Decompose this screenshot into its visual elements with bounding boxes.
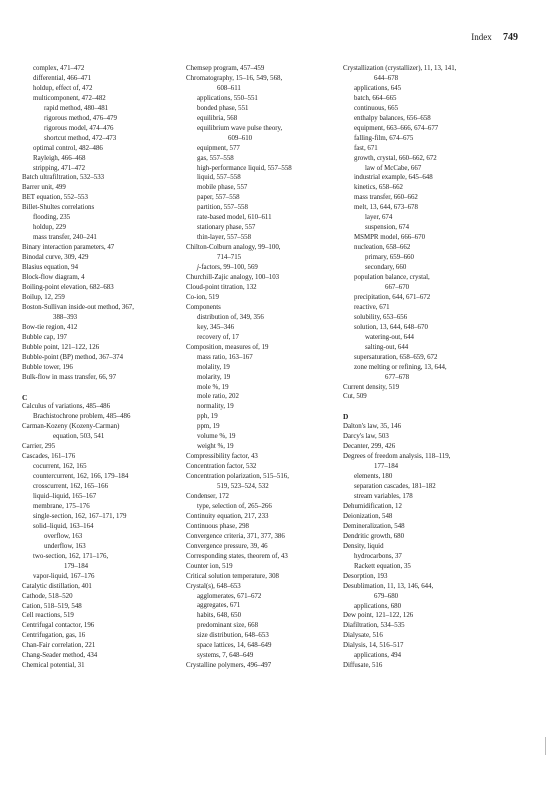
index-subentry: j-factors, 99–100, 569 <box>197 264 258 272</box>
index-entry: Catalytic distillation, 401 <box>22 582 92 590</box>
index-entry: Current density, 519 <box>343 383 400 391</box>
index-entry: Cut, 509 <box>343 393 367 401</box>
index-entry: Concentration factor, 532 <box>186 463 257 471</box>
index-entry: Diffusate, 516 <box>343 662 383 670</box>
index-subentry: supersaturation, 658–659, 672 <box>354 353 438 361</box>
index-subentry: molarity, 19 <box>197 373 231 381</box>
index-entry: Dialysis, 14, 516–517 <box>343 642 404 650</box>
index-subentry: countercurrent, 162, 166, 179–184 <box>33 473 129 481</box>
index-entry: Desorption, 193 <box>343 572 388 580</box>
index-column-3 <box>343 64 519 671</box>
index-subentry: size distribution, 648–653 <box>197 632 269 640</box>
index-entry: Dialysate, 516 <box>343 632 383 640</box>
index-subentry: stripping, 471–472 <box>33 164 86 172</box>
index-entry: Co-ion, 519 <box>186 293 219 301</box>
index-entry: Bubble tower, 196 <box>22 363 73 371</box>
index-entry: Continuity equation, 217, 233 <box>186 512 269 520</box>
index-entry: Darcy's law, 503 <box>343 433 389 441</box>
index-subentry: suspension, 674 <box>365 224 410 232</box>
index-entry: Demineralization, 548 <box>343 522 405 530</box>
index-subentry: kinetics, 658–662 <box>354 184 403 192</box>
index-entry: Corresponding states, theorem of, 43 <box>186 552 288 560</box>
index-subentry: applications, 494 <box>354 652 402 660</box>
index-entry: Dew point, 121–122, 126 <box>343 612 414 620</box>
index-subentry: primary, 659–660 <box>365 254 414 262</box>
index-entry: Bubble cap, 197 <box>22 333 67 341</box>
index-entry: Barrer unit, 499 <box>22 184 66 192</box>
index-subentry: solution, 13, 644, 648–670 <box>354 323 428 331</box>
page-number: 749 <box>503 32 518 43</box>
index-column-2 <box>186 64 344 671</box>
index-subentry: falling-film, 674–675 <box>354 134 414 142</box>
index-entry: Condenser, 172 <box>186 492 229 500</box>
index-entry: Bubble point, 121–122, 126 <box>22 343 100 351</box>
index-entry-continuation: 177–184 <box>374 463 399 471</box>
index-entry: Carrier, 295 <box>22 443 56 451</box>
index-entry: Calculus of variations, 485–486 <box>22 403 111 411</box>
index-subentry: complex, 471–472 <box>33 65 85 72</box>
index-entry: Block-flow diagram, 4 <box>22 274 85 282</box>
index-entry-continuation: 667–670 <box>385 283 410 291</box>
index-subentry: membrane, 175–176 <box>33 502 90 510</box>
index-entry: Boiling-point elevation, 682–683 <box>22 283 114 291</box>
index-subentry: aggregates, 671 <box>197 602 241 610</box>
index-subentry: bonded phase, 551 <box>197 104 249 112</box>
index-subentry: watering-out, 644 <box>365 333 414 341</box>
index-subentry: predominant size, 668 <box>197 622 259 630</box>
index-subentry: weight %, 19 <box>197 443 234 451</box>
index-entry: Centrifugation, gas, 16 <box>22 632 86 640</box>
index-entry-continuation: 519, 523–524, 532 <box>217 483 269 491</box>
index-entry-continuation: 608–611 <box>217 84 241 92</box>
index-subentry: growth, crystal, 660–662, 672 <box>354 154 437 162</box>
index-entry: Crystal(s), 648–653 <box>186 582 241 590</box>
index-entry-continuation: 677–678 <box>385 373 410 381</box>
index-entry: Components <box>186 303 221 311</box>
index-subentry: industrial example, 645–648 <box>354 174 433 182</box>
index-entry: Critical solution temperature, 308 <box>186 572 280 580</box>
index-subentry: fast, 671 <box>354 144 378 152</box>
index-subentry: equilibria, 568 <box>197 114 238 122</box>
index-subentry: applications, 550–551 <box>197 94 258 102</box>
index-entry: Chilton-Colburn analogy, 99–100, <box>186 244 281 252</box>
index-subentry: key, 345–346 <box>197 323 235 331</box>
index-subentry: Rayleigh, 466–468 <box>33 154 86 162</box>
index-subentry: single-section, 162, 167–171, 179 <box>33 512 127 520</box>
index-entry: Composition, measures of, 19 <box>186 343 269 351</box>
index-subentry: stream variables, 178 <box>354 493 413 501</box>
index-entry: Density, liquid <box>343 542 384 550</box>
index-entry: Chromatography, 15–16, 549, 568, <box>186 74 283 82</box>
index-subentry: salting-out, 644 <box>365 343 409 351</box>
section-letter: D <box>343 412 349 422</box>
index-entry: BET equation, 552–553 <box>22 194 88 202</box>
index-entry: Bow-tie region, 412 <box>22 323 78 331</box>
index-subentry: pph, 19 <box>197 413 218 421</box>
page-header <box>471 32 518 43</box>
index-subentry: applications, 645 <box>354 84 402 92</box>
index-entry: Bubble-point (BP) method, 367–374 <box>22 353 124 361</box>
index-subentry: holdup, effect of, 472 <box>33 84 93 92</box>
index-entry: Cathode, 518–520 <box>22 592 73 600</box>
index-entry: Boilup, 12, 259 <box>22 293 65 301</box>
index-entry-continuation: 679–680 <box>374 592 399 600</box>
index-subentry: liquid–liquid, 165–167 <box>33 493 97 501</box>
index-subentry: mole ratio, 202 <box>197 393 239 401</box>
index-entry-continuation: equation, 503, 541 <box>53 433 105 441</box>
index-subentry: equilibrium wave pulse theory, <box>197 124 283 132</box>
index-entry: Cell reactions, 519 <box>22 612 74 620</box>
index-entry-continuation: 388–393 <box>53 313 78 321</box>
index-subentry: thin-layer, 557–558 <box>197 234 252 242</box>
index-entry: Compressibility factor, 43 <box>186 453 258 461</box>
index-subentry: melt, 13, 644, 673–678 <box>354 204 418 212</box>
index-subentry: systems, 7, 648–649 <box>197 652 254 660</box>
index-subentry: recovery of, 17 <box>197 333 239 341</box>
index-entry: Blasius equation, 94 <box>22 264 79 272</box>
index-subentry: flooding, 235 <box>33 214 71 222</box>
index-entry: Deionization, 548 <box>343 512 393 520</box>
running-title: Index <box>471 32 492 42</box>
index-subentry: gas, 557–558 <box>197 154 234 162</box>
index-subentry: mass transfer, 240–241 <box>33 234 97 242</box>
index-entry: Churchill-Zajic analogy, 100–103 <box>186 274 280 282</box>
index-subentry: zone melting or refining, 13, 644, <box>354 363 447 371</box>
index-subentry: batch, 664–665 <box>354 94 397 102</box>
index-subentry: vapor-liquid, 167–176 <box>33 572 95 580</box>
index-entry: Counter ion, 519 <box>186 562 233 570</box>
index-entry-continuation: 714–715 <box>217 254 242 262</box>
index-entry: Convergence pressure, 39, 46 <box>186 542 268 550</box>
index-subentry: partition, 557–558 <box>197 204 248 212</box>
index-entry: Boston-Sullivan inside-out method, 367, <box>22 303 134 311</box>
index-subentry: agglomerates, 671–672 <box>197 592 262 600</box>
index-subentry: space lattices, 14, 648–649 <box>197 642 272 650</box>
index-entry-continuation: 609–610 <box>228 134 253 142</box>
index-subentry: elements, 180 <box>354 473 393 481</box>
index-entry: Centrifugal contactor, 196 <box>22 622 95 630</box>
section-gap <box>343 402 519 412</box>
index-entry: Concentration polarization, 515–516, <box>186 473 289 481</box>
index-subentry: applications, 680 <box>354 602 402 610</box>
index-subentry: enthalpy balances, 656–658 <box>354 114 431 122</box>
index-entry: Cation, 518–519, 548 <box>22 602 82 610</box>
index-subentry: optimal control, 482–486 <box>33 144 103 152</box>
index-subentry: shortcut method, 472–473 <box>44 134 117 142</box>
index-subentry: separation cascades, 181–182 <box>354 483 436 491</box>
index-entry: Batch ultrafiltration, 532–533 <box>22 174 105 182</box>
index-entry: Dalton's law, 35, 146 <box>343 423 402 431</box>
index-entry: Cloud-point titration, 132 <box>186 283 257 291</box>
index-subentry: continuous, 665 <box>354 104 399 112</box>
index-subentry: rigorous model, 474–476 <box>44 124 114 132</box>
index-entry: Cascades, 161–176 <box>22 453 76 461</box>
index-subentry: habits, 648, 650 <box>197 612 242 620</box>
index-entry: Chemsep program, 457–459 <box>186 65 265 72</box>
section-gap <box>22 383 180 393</box>
index-subentry: cocurrent, 162, 165 <box>33 463 87 471</box>
index-subentry: type, selection of, 265–266 <box>197 502 272 510</box>
index-subentry: reactive, 671 <box>354 303 390 311</box>
index-entry: Crystallization (crystallizer), 11, 13, 141, <box>343 65 457 72</box>
index-column-1 <box>22 64 180 671</box>
index-subentry: distribution of, 349, 356 <box>197 313 264 321</box>
index-entry: Billet-Shultes correlations <box>22 204 95 212</box>
index-entry-continuation: 179–184 <box>64 562 89 570</box>
index-entry: Decanter, 299, 426 <box>343 443 396 451</box>
section-letter: C <box>22 392 28 402</box>
index-subentry: paper, 557–558 <box>197 194 240 202</box>
index-subentry: mass ratio, 163–167 <box>197 353 253 361</box>
index-subentry: secondary, 660 <box>365 264 407 272</box>
index-subentry: multicomponent, 472–482 <box>33 94 106 102</box>
index-subentry: solubility, 653–656 <box>354 313 408 321</box>
index-subentry: overflow, 163 <box>44 532 83 540</box>
index-entry: Bulk-flow in mass transfer, 66, 97 <box>22 373 117 381</box>
index-entry: Binodal curve, 309, 429 <box>22 254 89 262</box>
index-subentry: mass transfer, 660–662 <box>354 194 418 202</box>
index-entry: Desublimation, 11, 13, 146, 644, <box>343 582 434 590</box>
index-entry: Carman-Kozeny (Kozeny-Carman) <box>22 423 120 431</box>
index-subentry: equipment, 577 <box>197 144 240 152</box>
index-subentry: nucleation, 658–662 <box>354 244 411 252</box>
index-entry: Chan-Fair correlation, 221 <box>22 642 96 650</box>
index-subentry: Brachistochrone problem, 485–486 <box>33 413 131 421</box>
index-subentry: ppm, 19 <box>197 423 220 431</box>
index-entry: Convergence criteria, 371, 377, 386 <box>186 532 285 540</box>
index-entry: Continuous phase, 298 <box>186 522 249 530</box>
index-subentry: rate-based model, 610–611 <box>197 214 272 222</box>
index-subentry: mole %, 19 <box>197 383 229 391</box>
index-entry: Crystalline polymers, 496–497 <box>186 662 272 670</box>
index-subentry: MSMPR model, 666–670 <box>354 234 426 242</box>
index-subentry: layer, 674 <box>365 214 393 222</box>
index-subentry: two-section, 162, 171–176, <box>33 552 109 560</box>
index-subentry: holdup, 229 <box>33 224 66 232</box>
index-subentry: rigorous method, 476–479 <box>44 114 117 122</box>
index-subentry: volume %, 19 <box>197 433 236 441</box>
index-subentry: liquid, 557–558 <box>197 174 241 182</box>
index-entry: Chemical potential, 31 <box>22 662 85 670</box>
index-entry: Dehumidification, 12 <box>343 502 402 510</box>
index-subentry: normality, 19 <box>197 403 234 411</box>
index-subentry: solid–liquid, 163–164 <box>33 522 94 530</box>
index-entry: Chang-Seader method, 434 <box>22 652 98 660</box>
index-subentry: equipment, 663–666, 674–677 <box>354 124 439 132</box>
index-subentry: high-performance liquid, 557–558 <box>197 164 292 172</box>
index-entry: Diafiltration, 534–535 <box>343 622 405 630</box>
index-subentry: differential, 466–471 <box>33 74 92 82</box>
index-entry: Degrees of freedom analysis, 118–119, <box>343 453 451 461</box>
index-subentry: mobile phase, 557 <box>197 184 248 192</box>
index-subentry: hydrocarbons, 37 <box>354 552 402 560</box>
scan-edge-mark <box>545 737 546 755</box>
index-subentry: law of McCabe, 667 <box>365 164 422 172</box>
index-subentry: stationary phase, 557 <box>197 224 256 232</box>
index-entry: Binary interaction parameters, 47 <box>22 244 115 252</box>
index-entry-continuation: 644–678 <box>374 74 399 82</box>
index-subentry: precipitation, 644, 671–672 <box>354 293 431 301</box>
index-subentry: crosscurrent, 162, 165–166 <box>33 483 109 491</box>
index-subentry: underflow, 163 <box>44 542 86 550</box>
index-entry: Dendritic growth, 680 <box>343 532 405 540</box>
index-subentry: population balance, crystal, <box>354 274 430 282</box>
index-subentry: molality, 19 <box>197 363 230 371</box>
index-subentry: rapid method, 480–481 <box>44 104 109 112</box>
index-subentry: Rackett equation, 35 <box>354 562 411 570</box>
